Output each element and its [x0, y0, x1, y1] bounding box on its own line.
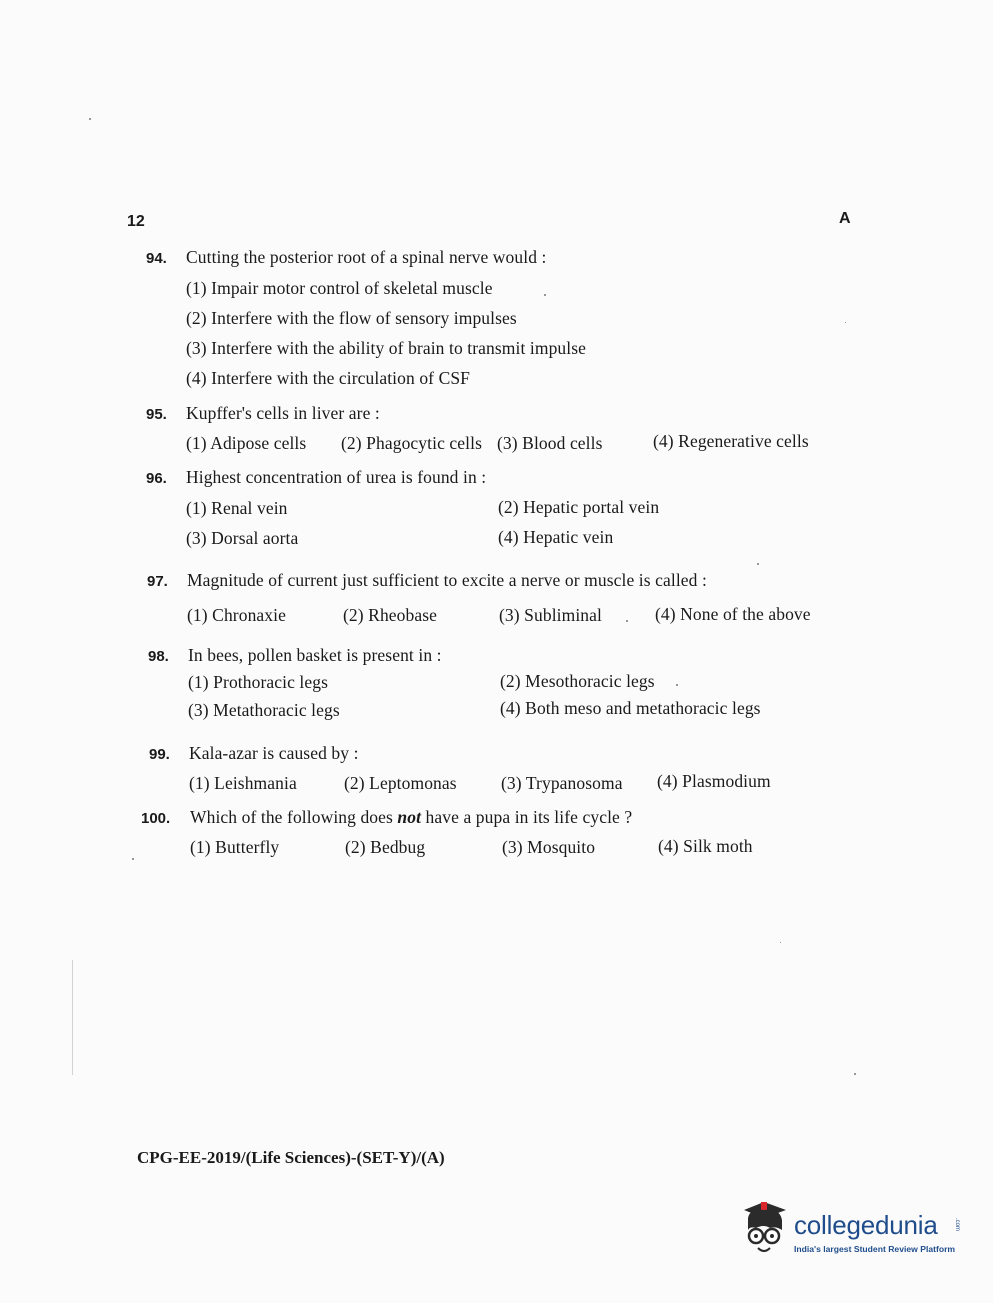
option: (3) Blood cells: [497, 433, 603, 453]
set-letter: A: [839, 210, 851, 227]
question-text: Kupffer's cells in liver are :: [186, 403, 380, 423]
scan-speck: [780, 942, 781, 943]
option: (2) Rheobase: [343, 605, 438, 625]
collegedunia-logo: [736, 1196, 966, 1266]
question-number: 99.: [149, 746, 170, 763]
question-text: In bees, pollen basket is present in :: [188, 645, 442, 665]
scan-margin-line: [72, 960, 73, 1075]
question-number: 94.: [146, 250, 167, 267]
scan-speck: [132, 858, 134, 860]
question-text: Kala-azar is caused by :: [189, 743, 359, 763]
option: (1) Chronaxie: [187, 605, 286, 625]
option: (1) Adipose cells: [186, 433, 307, 453]
logo-brand: collegedunia: [794, 1210, 938, 1240]
option: (4) Hepatic vein: [498, 527, 614, 547]
page-number: 12: [127, 213, 145, 230]
scan-speck: [89, 118, 91, 120]
option: (4) Silk moth: [658, 836, 753, 856]
option: (1) Butterfly: [190, 837, 280, 857]
question-number: 97.: [147, 573, 168, 590]
scan-speck: [854, 1073, 856, 1075]
question-text: Highest concentration of urea is found in :: [186, 467, 487, 487]
scan-speck: [676, 684, 678, 686]
option: (4) None of the above: [655, 604, 811, 624]
option: (4) Regenerative cells: [653, 431, 809, 451]
question-number: 95.: [146, 406, 167, 423]
option: (2) Hepatic portal vein: [498, 497, 660, 517]
option: (4) Both meso and metathoracic legs: [500, 698, 761, 718]
option: (1) Renal vein: [186, 498, 288, 518]
question-text: Cutting the posterior root of a spinal nerve would :: [186, 247, 547, 267]
option: (3) Trypanosoma: [501, 773, 623, 793]
option: (3) Subliminal: [499, 605, 602, 625]
scan-speck: [544, 294, 546, 296]
logo-domain: .com: [954, 1218, 960, 1232]
logo-tagline: India's largest Student Review Platform: [794, 1244, 956, 1254]
question-text: Magnitude of current just sufficient to excite a nerve or muscle is called :: [187, 570, 707, 590]
option: (2) Bedbug: [345, 837, 426, 857]
option: (3) Mosquito: [502, 837, 596, 857]
option: (2) Interfere with the flow of sensory impulses: [186, 308, 517, 328]
option: (2) Mesothoracic legs: [500, 671, 655, 691]
option: (3) Metathoracic legs: [188, 700, 340, 720]
scan-speck: [626, 620, 628, 622]
question-number: 100.: [141, 810, 171, 827]
question-number: 96.: [146, 470, 167, 487]
option: (1) Prothoracic legs: [188, 672, 329, 692]
footer-code: CPG-EE-2019/(Life Sciences)-(SET-Y)/(A): [137, 1148, 445, 1167]
option: (2) Phagocytic cells: [341, 433, 482, 453]
emphasis-not: not: [397, 807, 422, 827]
question-number: 98.: [148, 648, 169, 665]
option: (1) Impair motor control of skeletal muscle: [186, 278, 493, 298]
option: (4) Interfere with the circulation of CSF: [186, 368, 471, 388]
scan-speck: [757, 563, 759, 565]
option: (1) Leishmania: [189, 773, 297, 793]
option: (3) Interfere with the ability of brain to transmit impulse: [186, 338, 587, 358]
scan-speck: [845, 322, 846, 323]
question-text: Which of the following does not have a pupa in its life cycle ?: [190, 807, 633, 827]
option: (4) Plasmodium: [657, 771, 771, 791]
option: (2) Leptomonas: [344, 773, 457, 793]
option: (3) Dorsal aorta: [186, 528, 299, 548]
mascot-icon: [736, 1196, 796, 1260]
